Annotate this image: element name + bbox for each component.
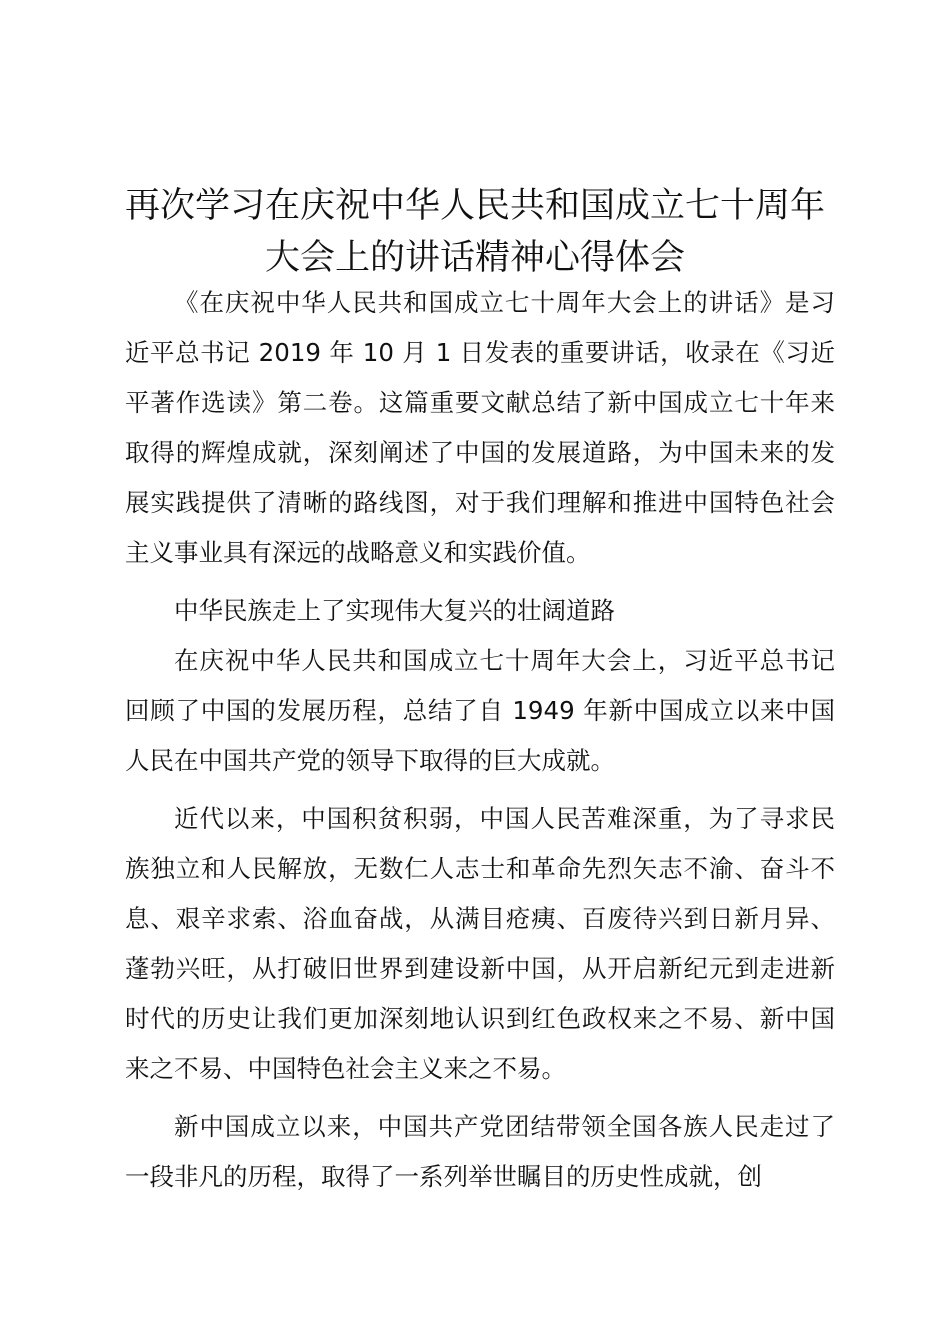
paragraph-intro: 《在庆祝中华人民共和国成立七十周年大会上的讲话》是习近平总书记 2019 年 10 月 1 日发表的重要讲话，收录在《习近平著作选读》第二卷。这篇重要文献总结了新中国成立七十年来取得的辉煌成就，深刻阐述了中国的发展道路，为中国未来的发展实践提供了清晰的路线图，对于我们理解和推进中国特色社会主义事业具有深远的战略意义和实践价值。: [125, 288, 835, 567]
paragraph-achievements: 新中国成立以来，中国共产党团结带领全国各族人民走过了一段非凡的历程，取得了一系列举世瞩目的历史性成就，创: [125, 1112, 835, 1191]
paragraph-review: 在庆祝中华人民共和国成立七十周年大会上，习近平总书记回顾了中国的发展历程，总结了自 1949 年新中国成立以来中国人民在中国共产党的领导下取得的巨大成就。: [125, 646, 835, 775]
document-title: [115, 180, 835, 284]
title-line-2: 大会上的讲话精神心得体会: [264, 238, 685, 278]
section-heading: 中华民族走上了实现伟大复兴的壮阔道路: [174, 596, 615, 625]
paragraph-history: 近代以来，中国积贫积弱，中国人民苦难深重，为了寻求民族独立和人民解放，无数仁人志士和革命先烈矢志不渝、奋斗不息、艰辛求索、浴血奋战，从满目疮痍、百废待兴到日新月异、蓬勃兴旺，从打破旧世界到建设新中国，从开启新纪元到走进新时代的历史让我们更加深刻地认识到红色政权来之不易、新中国来之不易、中国特色社会主义来之不易。: [125, 804, 835, 1083]
title-line-1: 再次学习在庆祝中华人民共和国成立七十周年: [124, 186, 825, 226]
document-body: [125, 278, 835, 1202]
